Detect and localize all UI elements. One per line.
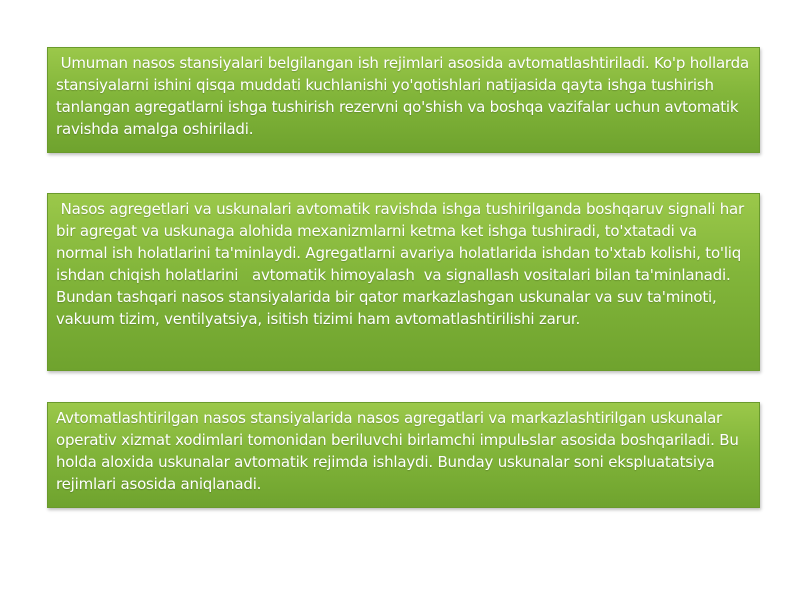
text-box-automation-overview [47,47,760,153]
paragraph-1: Umuman nasos stansiyalari belgilangan ish rejimlari asosida avtomatlashtiriladi. Ko'p hollarda stansiyalarni ishini qisqa muddati kuchlanishi yo'qotishlari natijasida qayta ishga tushirish tanlangan agregatlarni ishga tushirish rezervni qo'shish va boshqa vazifalar uchun avtomatik ravishda amalga oshiriladi. [56,54,754,138]
paragraph-2: Nasos agregetlari va uskunalari avtomatik ravishda ishga tushirilganda boshqaruv signali har bir agregat va uskunaga alohida mexanizmlarni ketma ket ishga tushiradi, to'xtatadi va normal ish holatlarini ta'minlaydi. Agregatlarni avariya holatlarida ishdan to'xtab kolishi, to'liq ishdan chiqish holatlarini avtomatik himoyalash va signallash vositalari bilan ta'minlanadi. Bundan tashqari nasos stansiyalarida bir qator markazlashgan uskunalar va suv ta'minoti, vakuum tizim, ventilyatsiya, isitish tizimi ham avtomatlashtirilishi zarur. [56,200,749,328]
text-box-operator-control [47,402,760,508]
paragraph-3: Avtomatlashtirilgan nasos stansiyalarida nasos agregatlari va markazlashtirilgan uskunalar operativ xizmat xodimlari tomonidan beriluvchi birlamchi impulьslar asosida boshqariladi. Bu holda aloxida uskunalar avtomatik rejimda ishlaydi. Bunday uskunalar soni ekspluatatsiya rejimlari asosida aniqlanadi. [56,409,744,493]
text-box-unit-control [47,193,760,371]
